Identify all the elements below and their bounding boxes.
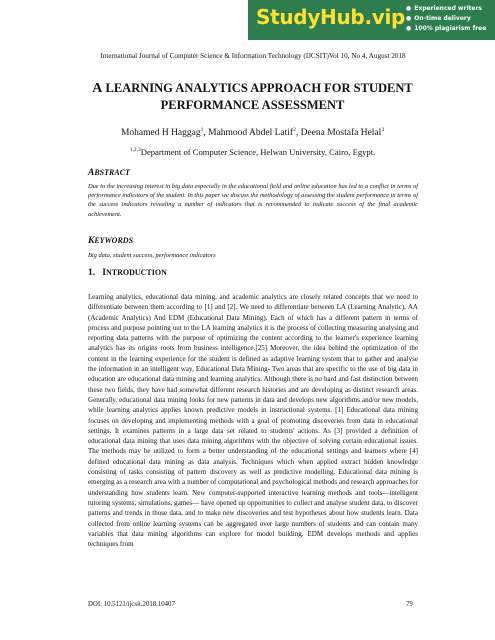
feature-item: ● Experienced writers: [406, 5, 482, 12]
paper-title: A LEARNING ANALYTICS APPROACH FOR STUDENT PERFORMANCE ASSESSMENT: [92, 81, 413, 112]
page-number: 79: [406, 601, 413, 608]
ad-banner[interactable]: [248, 0, 495, 40]
abstract-text: Due to the increasing interest in big data especially in the educational field and online education has led to a conflict in terms of performance indicators of the student. In this paper we discuss the methodology of assessing the student performance in terms of the success indicators revealing a number of indicators that is recommended to indicate success of the final academic achievement.: [88, 183, 418, 218]
author-list: Mohamed H Haggag$^1$, Mahmood Abdel Latif$^2$, Deena Mostafa Helal$^3$: [120, 127, 385, 139]
feature-item: ● 100% plagiarism free: [406, 25, 487, 32]
feature-item: ● On-time delivery: [406, 15, 471, 22]
running-header: International Journal of Computer Science & Information Technology (IJCSIT)Vol 10, No 4, August 2018: [100, 52, 406, 60]
check-icon: ●: [406, 5, 412, 12]
introduction-text: Learning analytics, educational data mining, and academic analytics are closely related concepts that we need to differentiate between them according to [1] and [2]. We need to differentiate between LA (Learning Analytic), AA (Academic Analytics) And EDM (Educational Data Mining). Each of which has a different pattern in terms of process and purpose pointing out to the LA learning analytics it is the process of collecting measuring analysing and reporting data patterns with the purpose of optimizing the content according to the learner's experience learning analytics has its origins roots from business intelligence.[25] Moreover, the idea behind the optimization of the content in the learning experience for the student is defined as adaptive learning system that to gather and analyse the information in an intelligent way, Educational Data Mining- Two areas that are specific to the use of big data in education are educational data mining and learning analytics. Although there is no hard and fast distinction between these two fields, they have had somewhat different research histories and are developing as distinct research areas. Generally, educational data mining looks for new patterns in data and develops new algorithms and/or new models, while learning analytics applies known predictive models in instructional systems. [1] Educational data mining focuses on developing and implementing methods with a goal of promoting discoveries from data in educational settings. It examines patterns in a large data set related to students' actions. As [3] provided a definition of educational data mining that uses data mining algorithms with the objective of solving certain educational issues. The methods may be utilized to form a better understanding of the educational settings and learners where [4] defined educational data mining as data analysis. Techniques which when applied extract hidden knowledge consisting of tasks consisting of pattern discovery as well as predictive modelling. Educational data mining is emerging as a research area with a number of computational and psychological methods and research approaches for understanding how students learn. New computer-supported interactive learning methods and tools—intelligent tutoring systems, simulations, games— have opened up opportunities to collect and analyse student data, to discover patterns and trends in those data, and to make new discoveries and test hypotheses about how students learn. Data collected from online learning systems can be aggregated over large numbers of students and can contain many variables that data mining algorithms can explore for model building. EDM develops methods and applies techniques from: [88, 293, 418, 549]
section-heading-introduction: 1. INTRODUCTION: [88, 268, 167, 278]
check-icon: ●: [406, 25, 412, 32]
keywords-text: Big data, student success, performance indicators: [88, 252, 216, 259]
keywords-heading: KEYWORDS: [88, 236, 134, 246]
check-icon: ●: [406, 15, 412, 22]
doi: DOI: 10.5121/ijcsit.2018.10407: [88, 601, 175, 608]
banner-features: [406, 4, 486, 34]
affiliation: $^{1,2,3}$Department of Computer Science, Helwan University, Cairo, Egypt.: [129, 147, 376, 157]
studyhub-logo: StudyHub.vip: [256, 5, 406, 29]
abstract-heading: ABSTRACT: [88, 168, 130, 178]
